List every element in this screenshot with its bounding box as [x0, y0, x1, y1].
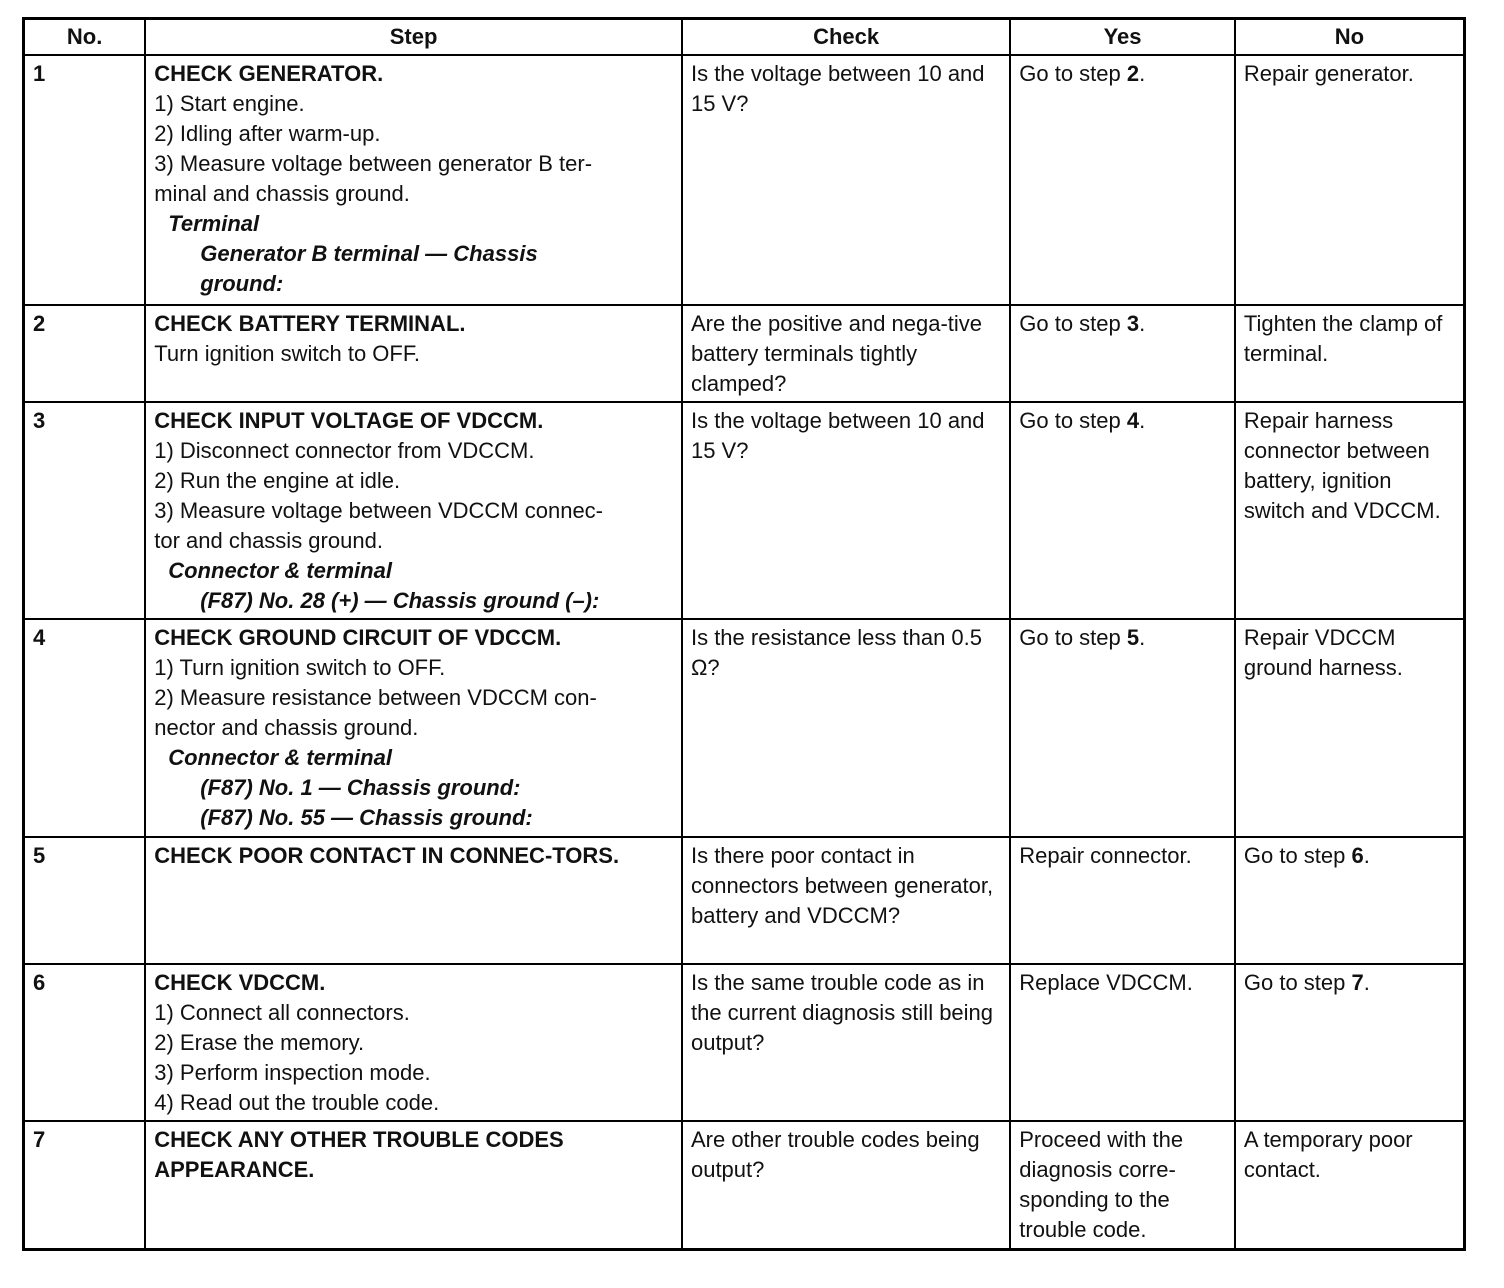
terminal-line: (F87) No. 55 — Chassis ground: — [200, 805, 533, 830]
yes-cell — [1010, 619, 1235, 837]
step-cell — [145, 1121, 682, 1249]
diagnosis-table — [22, 17, 1466, 1251]
yes-suffix: . — [1139, 625, 1146, 650]
check-cell: Is the voltage between 10 and 15 V? — [682, 55, 1010, 305]
terminal-line: Generator B terminal — Chassis — [200, 241, 538, 266]
no-text: A temporary poor contact. — [1243, 1127, 1413, 1182]
yes-text: Go to step — [1019, 625, 1127, 650]
step-line: 3) Perform inspection mode. — [154, 1060, 431, 1085]
table-row — [24, 964, 1465, 1121]
step-number: 6 — [24, 964, 146, 1121]
yes-step-number: 5 — [1126, 625, 1140, 650]
step-line: nector and chassis ground. — [154, 715, 419, 740]
check-cell: Is there poor contact in connectors between generator, battery and VDCCM? — [682, 837, 1010, 964]
check-cell: Are the positive and nega-tive battery terminals tightly clamped? — [682, 305, 1010, 402]
table-row — [24, 55, 1465, 305]
check-cell: Are other trouble codes being output? — [682, 1121, 1010, 1249]
yes-text: Proceed with the diagnosis corre-sponding to the trouble code. — [1019, 1127, 1184, 1242]
terminal-line: (F87) No. 1 — Chassis ground: — [200, 775, 521, 800]
table-row — [24, 837, 1465, 964]
no-step-number: 7 — [1351, 970, 1364, 995]
no-cell — [1235, 305, 1465, 402]
yes-cell — [1010, 402, 1235, 619]
table-row — [24, 402, 1465, 619]
yes-cell — [1010, 964, 1235, 1121]
terminal-label: Connector & terminal — [168, 745, 392, 770]
terminal-line: (F87) No. 28 (+) — Chassis ground (–): — [200, 588, 600, 613]
table-row — [24, 619, 1465, 837]
yes-cell — [1010, 1121, 1235, 1249]
no-cell — [1235, 1121, 1465, 1249]
yes-suffix: . — [1139, 408, 1146, 433]
no-text: Go to step — [1243, 970, 1352, 995]
step-number: 5 — [24, 837, 146, 964]
step-number: 1 — [24, 55, 146, 305]
step-line: 2) Run the engine at idle. — [154, 468, 401, 493]
step-line: 2) Idling after warm-up. — [154, 121, 381, 146]
header-yes: Yes — [1010, 19, 1235, 56]
no-cell — [1235, 964, 1465, 1121]
step-line: 1) Disconnect connector from VDCCM. — [154, 438, 535, 463]
header-no: No. — [24, 19, 146, 56]
step-title: CHECK ANY OTHER TROUBLE CODES APPEARANCE. — [154, 1127, 564, 1182]
terminal-label: Connector & terminal — [168, 558, 392, 583]
step-title: CHECK POOR CONTACT IN CONNEC-TORS. — [154, 843, 620, 868]
check-cell: Is the voltage between 10 and 15 V? — [682, 402, 1010, 619]
yes-text: Go to step — [1019, 311, 1127, 336]
no-suffix: . — [1363, 843, 1370, 868]
no-cell — [1235, 837, 1465, 964]
step-cell — [145, 305, 682, 402]
step-cell — [145, 402, 682, 619]
yes-cell — [1010, 837, 1235, 964]
step-line: 3) Measure voltage between generator B ter- — [154, 151, 593, 176]
no-text: Repair VDCCM ground harness. — [1243, 625, 1403, 680]
no-text: Tighten the clamp of terminal. — [1243, 311, 1443, 366]
header-check: Check — [682, 19, 1010, 56]
step-line: 1) Start engine. — [154, 91, 305, 116]
table-row — [24, 305, 1465, 402]
no-cell — [1235, 402, 1465, 619]
no-step-number: 6 — [1351, 843, 1364, 868]
terminal-line: ground: — [200, 271, 284, 296]
step-cell — [145, 619, 682, 837]
check-cell: Is the same trouble code as in the current diagnosis still being output? — [682, 964, 1010, 1121]
header-step: Step — [145, 19, 682, 56]
yes-suffix: . — [1139, 61, 1146, 86]
no-suffix: . — [1363, 970, 1370, 995]
yes-text: Repair connector. — [1019, 843, 1192, 868]
step-title: CHECK GENERATOR. — [154, 61, 384, 86]
step-line: 2) Measure resistance between VDCCM con- — [154, 685, 597, 710]
step-line: 1) Turn ignition switch to OFF. — [154, 655, 446, 680]
terminal-label: Terminal — [168, 211, 260, 236]
step-title: CHECK BATTERY TERMINAL. — [154, 311, 466, 336]
no-cell — [1235, 55, 1465, 305]
check-cell: Is the resistance less than 0.5 Ω? — [682, 619, 1010, 837]
step-number: 4 — [24, 619, 146, 837]
step-cell — [145, 964, 682, 1121]
no-cell — [1235, 619, 1465, 837]
step-line: 1) Connect all connectors. — [154, 1000, 410, 1025]
step-line: 3) Measure voltage between VDCCM connec- — [154, 498, 603, 523]
table-row — [24, 1121, 1465, 1249]
yes-cell — [1010, 305, 1235, 402]
no-text: Go to step — [1243, 843, 1352, 868]
header-row — [24, 19, 1465, 56]
yes-step-number: 3 — [1126, 311, 1140, 336]
header-no-answer: No — [1235, 19, 1465, 56]
step-number: 2 — [24, 305, 146, 402]
no-text: Repair harness connector between battery, ignition switch and VDCCM. — [1243, 408, 1441, 523]
step-title: CHECK GROUND CIRCUIT OF VDCCM. — [154, 625, 562, 650]
yes-text: Replace VDCCM. — [1019, 970, 1193, 995]
step-line: minal and chassis ground. — [154, 181, 410, 206]
yes-step-number: 4 — [1126, 408, 1140, 433]
step-title: CHECK INPUT VOLTAGE OF VDCCM. — [154, 408, 544, 433]
step-number: 7 — [24, 1121, 146, 1249]
step-line: 4) Read out the trouble code. — [154, 1090, 440, 1115]
yes-suffix: . — [1139, 311, 1146, 336]
yes-text: Go to step — [1019, 61, 1127, 86]
yes-text: Go to step — [1019, 408, 1127, 433]
yes-step-number: 2 — [1126, 61, 1140, 86]
step-title: CHECK VDCCM. — [154, 970, 326, 995]
step-line: 2) Erase the memory. — [154, 1030, 365, 1055]
step-cell — [145, 837, 682, 964]
step-line: Turn ignition switch to OFF. — [154, 341, 420, 366]
yes-cell — [1010, 55, 1235, 305]
step-number: 3 — [24, 402, 146, 619]
step-line: tor and chassis ground. — [154, 528, 383, 553]
step-cell — [145, 55, 682, 305]
no-text: Repair generator. — [1243, 61, 1414, 86]
